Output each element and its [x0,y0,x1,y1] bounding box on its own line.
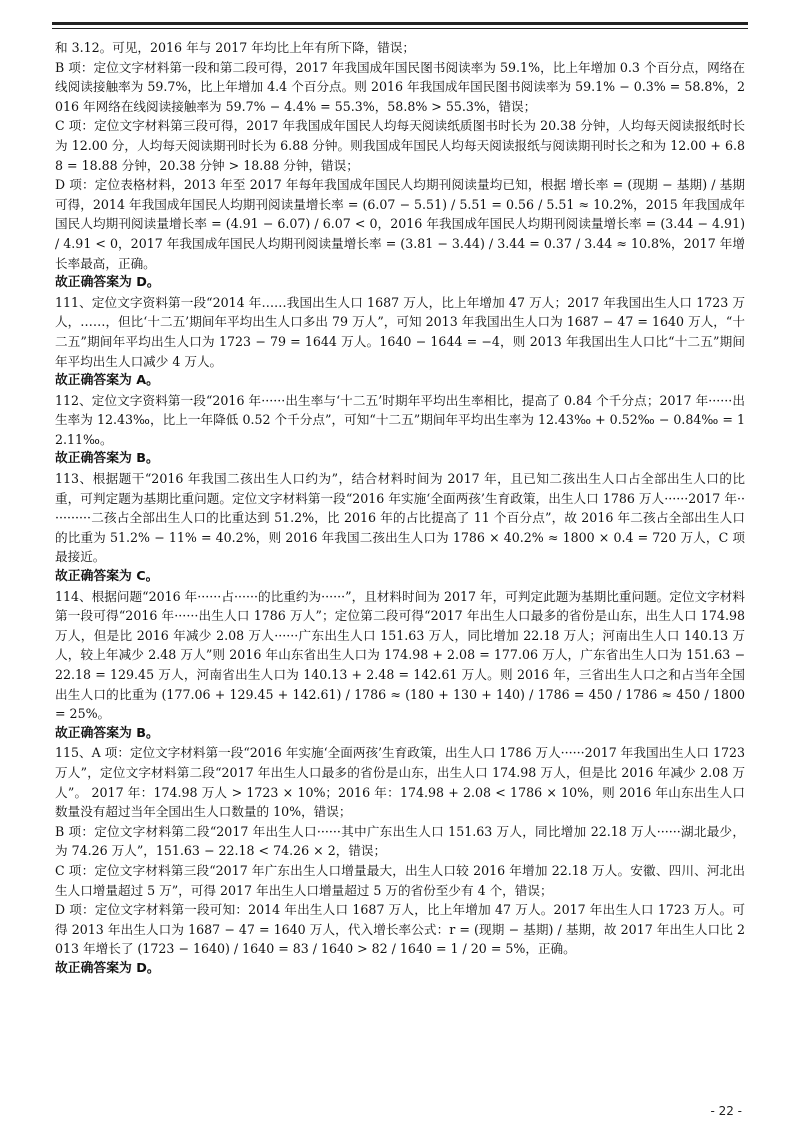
answer-line: 故正确答案为 B。 [55,725,159,741]
paragraph: 和 3.12。可见，2016 年与 2017 年均比上年有所下降，错误； [55,40,416,55]
paragraph: 114、根据问题“2016 年······占······的比重约为······”，且材料时间为 2017 年，可判定此题为基期比重问题。定位文字材料第一段可得“2016 年······出生人口 1786 万人”；定位第二段可得“2017 年出生人口最多的省份是山东，出生人口 174.98 万人，但是比 2016 年减少 2.08 万人······广东出生人口 151.63 万人，同比增加 22.18 万人；河南出生人口 140.13 万人，较上年减少 2.48 万人”则 2016 年山东省出生人口为 174.98 + 2.08 = 177.06 万人，广东省出生人口为 151.63 − 22.18 = 129.45 万人，河南省出生人口为 140.13 + 2.48 = 142.61 万人。则 2016 年，三省出生人口之和占当年全国出生人口的比重为 (177.06 + 129.45 + 142.61) / 1786 ≈ (180 + 130 + 140) / 1786 = 450 / 1786 ≈ 450 / 1800 = 25%。 [55,588,745,722]
paragraph: B 项：定位文字材料第一段和第二段可得，2017 年我国成年国民图书阅读率为 59.1%，比上年增加 0.3 个百分点，网络在线阅读接触率为 59.7%，比上年增加 4.4 个百分点。则 2016 年我国成年国民图书阅读率为 59.1% − 0.3% = 58.8%，2016 年网络在线阅读接触率为 59.7% − 4.4% = 55.3%，58.8% > 55.3%，错误； [55,59,745,114]
paragraph: 113、根据题干“2016 年我国二孩出生人口约为”，结合材料时间为 2017 年，且已知二孩出生人口占全部出生人口的比重，可判定题为基期比重问题。定位文字材料第一段“2016 年实施‘全面两孩’生育政策，出生人口 1786 万人······2017 年···········二孩占全部出生人口的比重达到 51.2%，比 2016 年的占比提高了 11 个百分点”，故 2016 年二孩占全部出生人口的比重为 51.2% − 11% = 40.2%，则 2016 年我国二孩出生人口为 1786 × 40.2% ≈ 1800 × 0.4 = 720 万人，C 项最接近。 [55,471,745,565]
paragraph: 115、A 项：定位文字材料第一段“2016 年实施‘全面两孩’生育政策，出生人口 1786 万人······2017 年我国出生人口 1723 万人”，定位文字材料第二段“2017 年出生人口最多的省份是山东，出生人口 174.98 万人，但是比 2016 年减少 2.08 万人”。 2017 年：174.98 万人 > 1723 × 10%；2016 年：174.98 + 2.08 < 1786 × 10%，则 2016 年山东出生人口数量没有超过当年全国出生人口数量的 10%，错误； [55,745,745,820]
paragraph: D 项：定位文字材料第一段可知：2014 年出生人口 1687 万人，比上年增加 47 万人。2017 年出生人口 1723 万人。可得 2013 年出生人口为 1687 − 47 = 1640 万人，代入增长率公式：r = (现期 − 基期) / 基期，故 2017 年出生人口比 2013 年增长了 (1723 − 1640) / 1640 = 83 / 1640 > 82 / 1640 = 1 / 20 = 5%，正确。 [55,902,745,957]
paragraph: D 项：定位表格材料，2013 年至 2017 年每年我国成年国民人均期刊阅读量均已知，根据 增长率 = (现期 − 基期) / 基期 可得，2014 年我国成年国民人均期刊阅读量增长率 = (6.07 − 5.51) / 5.51 = 0.56 / 5.51 ≈ 10.2%，2015 年我国成年国民人均期刊阅读量增长率 = (4.91 − 6.07) / 6.07 < 0，2016 年我国成年国民人均期刊阅读量增长率 = (3.44 − 4.91) / 4.91 < 0，2017 年我国成年国民人均期刊阅读量增长率 = (3.81 − 3.44) / 3.44 = 0.37 / 3.44 ≈ 10.8%，2017 年增长率最高，正确。 [55,177,745,271]
document-body [55,38,745,979]
paragraph: B 项：定位文字材料第二段“2017 年出生人口······其中广东出生人口 151.63 万人，同比增加 22.18 万人······湖北最少，为 74.26 万人”，151.63 − 22.18 < 74.26 × 2，错误； [55,823,745,859]
paragraph: 112、定位文字资料第一段“2016 年······出生率与‘十二五’时期年平均出生率相比，提高了 0.84 个千分点；2017 年······出生率为 12.43‰，比上一年降低 0.52 个千分点”，可知“十二五”期间年平均出生率为 12.43‰ + 0.52‰ − 0.84‰ = 12.11‰。 [55,392,745,447]
page-number: - 22 - [710,1104,742,1118]
answer-line: 故正确答案为 B。 [55,451,159,467]
header-rule-thin [52,28,748,29]
answer-line: 故正确答案为 C。 [55,569,159,585]
header-rule-thick [52,22,748,25]
paragraph: C 项：定位文字材料第三段可得，2017 年我国成年国民人均每天阅读纸质图书时长为 20.38 分钟，人均每天阅读报纸时长为 12.00 分，人均每天阅读期刊时长为 6.88 分钟。则我国成年国民人均每天阅读报纸与阅读期刊时长之和为 12.00 + 6.88 = 18.88 分钟，20.38 分钟 > 18.88 分钟，错误； [55,118,745,173]
paragraph: 111、定位文字资料第一段“2014 年……我国出生人口 1687 万人，比上年增加 47 万人；2017 年我国出生人口 1723 万人，……，但比‘十二五’期间年平均出生人口多出 79 万人”，可知 2013 年我国出生人口为 1687 − 47 = 1640 万人，“十二五”期间年平均出生人口为 1723 − 79 = 1644 万人。1640 − 1644 = −4，则 2013 年我国出生人口比“十二五”期间年平均出生人口减少 4 万人。 [55,294,745,369]
paragraph: C 项：定位文字材料第三段“2017 年广东出生人口增量最大，出生人口较 2016 年增加 22.18 万人。安徽、四川、河北出生人口增量超过 5 万”，可得 2017 年出生人口增量超过 5 万的省份至少有 4 个，错误； [55,862,745,898]
answer-line: 故正确答案为 D。 [55,960,160,976]
answer-line: 故正确答案为 D。 [55,275,160,291]
answer-line: 故正确答案为 A。 [55,373,159,389]
